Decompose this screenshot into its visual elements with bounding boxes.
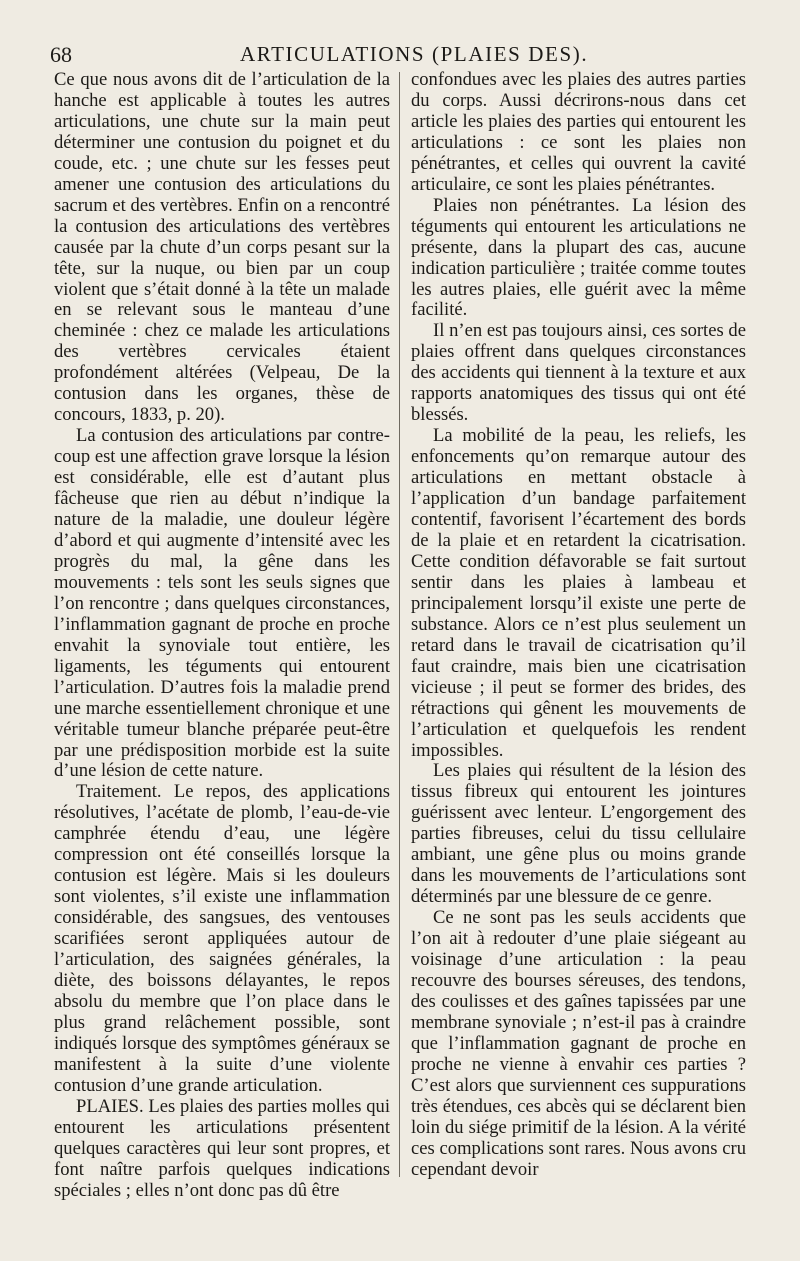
left-column xyxy=(54,70,390,1201)
column-divider xyxy=(399,72,400,1177)
paragraph: Traitement. Le repos, des applications résolutives, l’acétate de plomb, l’eau-de-vie camphrée étendu d’eau, une légère compression ont été conseillés lorsque la contusion est légère. Mais si les douleurs sont violentes, s’il existe une inflammation considérable, des sangsues, des ventouses scarifiées seront appliquées autour de l’articulation, des saignées générales, la diète, des boissons délayantes, le repos absolu du membre que l’on place dans le plus grand relâchement possible, sont indiqués lorsque des symptômes généraux se manifestent à la suite d’une violente contusion d’une grande articulation. xyxy=(54,781,390,1096)
paragraph: Les plaies qui résultent de la lésion des tissus fibreux qui entourent les jointures guérissent avec lenteur. L’engorgement des parties fibreuses, celui du tissu cellulaire ambiant, une gêne plus ou moins grande dans les mouvements de l’articulations sont déterminés par une blessure de ce genre. xyxy=(411,760,746,908)
right-column xyxy=(411,70,746,1181)
paragraph: PLAIES. Les plaies des parties molles qui entourent les articulations présentent quelques caractères qui leur sont propres, et font naître parfois quelques indications spéciales ; elles n’ont donc pas dû être xyxy=(54,1095,390,1201)
paragraph: Ce ne sont pas les seuls accidents que l’on ait à redouter d’une plaie siégeant au voisinage d’une articulation : la peau recouvre des bourses séreuses, des tendons, des coulisses et des gaînes tapissées par une membrane synoviale ; n’est-il pas à craindre que l’inflammation gagnant de proche en proche ne vienne à envahir ces parties ? C’est alors que surviennent ces suppurations très étendues, ces abcès qui se déclarent bien loin du siége primitif de la lésion. A la vérité ces complications sont rares. Nous avons cru cependant devoir xyxy=(411,907,746,1180)
paragraph: Plaies non pénétrantes. La lésion des téguments qui entourent les articulations ne présente, dans la plupart des cas, aucune indication particulière ; traitée comme toutes les autres plaies, elle guérit avec la même facilité. xyxy=(411,194,746,321)
paragraph: Il n’en est pas toujours ainsi, ces sortes de plaies offrent dans quelques circonstances des accidents qui tiennent à la texture et aux rapports anatomiques des tissus qui ont été blessés. xyxy=(411,320,746,426)
paragraph: confondues avec les plaies des autres parties du corps. Aussi décrirons-nous dans cet article les plaies des parties qui entourent les articulations : ce sont les plaies non pénétrantes, et celles qui ouvrent la cavité articulaire, ce sont les plaies pénétrantes. xyxy=(411,69,746,195)
running-head: ARTICULATIONS (PLAIES DES). xyxy=(240,42,589,66)
paragraph: La contusion des articulations par contre-coup est une affection grave lorsque la lésion est considérable, elle est d’autant plus fâcheuse que rien au début n’indique la nature de la maladie, une douleur légère d’abord et qui augmente d’intensité avec les progrès du mal, la gêne dans les mouvements : tels sont les seuls signes que l’on rencontre ; dans quelques circonstances, l’inflammation gagnant de proche en proche envahit la synoviale tout entière, les ligaments, les téguments qui entourent l’articulation. D’autres fois la maladie prend une marche essentiellement chronique et une véritable tumeur blanche préparée peut-être par une prédisposition morbide est la suite d’une lésion de cette nature. xyxy=(54,425,390,782)
paragraph: Ce que nous avons dit de l’articulation de la hanche est applicable à toutes les autres articulations, une chute sur la main peut déterminer une contusion du poignet et du coude, etc. ; une chute sur les fesses peut amener une contusion des articulations du sacrum et des vertèbres. Enfin on a rencontré la contusion des articulations des vertèbres causée par la chute d’un corps pesant sur la tête, sur la nuque, ou bien par un coup violent que s’était donné à la tête un malade en se relevant sous le manteau d’une cheminée : chez ce malade les articulations des vertèbres cervicales étaient profondément altérées (Velpeau, De la contusion dans les organes, thèse de concours, 1833, p. 20). xyxy=(54,69,390,426)
page-header xyxy=(50,40,740,70)
paragraph: La mobilité de la peau, les reliefs, les enfoncements qu’on remarque autour des articulations en mettant obstacle à l’application d’un bandage parfaitement contentif, favorisent l’écartement des bords de la plaie et en retardent la cicatrisation. Cette condition défavorable se fait surtout sentir dans les plaies à lambeau et principalement lorsqu’il existe une perte de substance. Alors ce n’est plus seulement un retard dans le travail de cicatrisation qu’il faut craindre, mais bien une cicatrisation vicieuse ; il peut se former des brides, des rétractions qui gênent les mouvements de l’articulation et quelquefois les rendent impossibles. xyxy=(411,425,746,761)
page-number: 68 xyxy=(50,42,72,67)
